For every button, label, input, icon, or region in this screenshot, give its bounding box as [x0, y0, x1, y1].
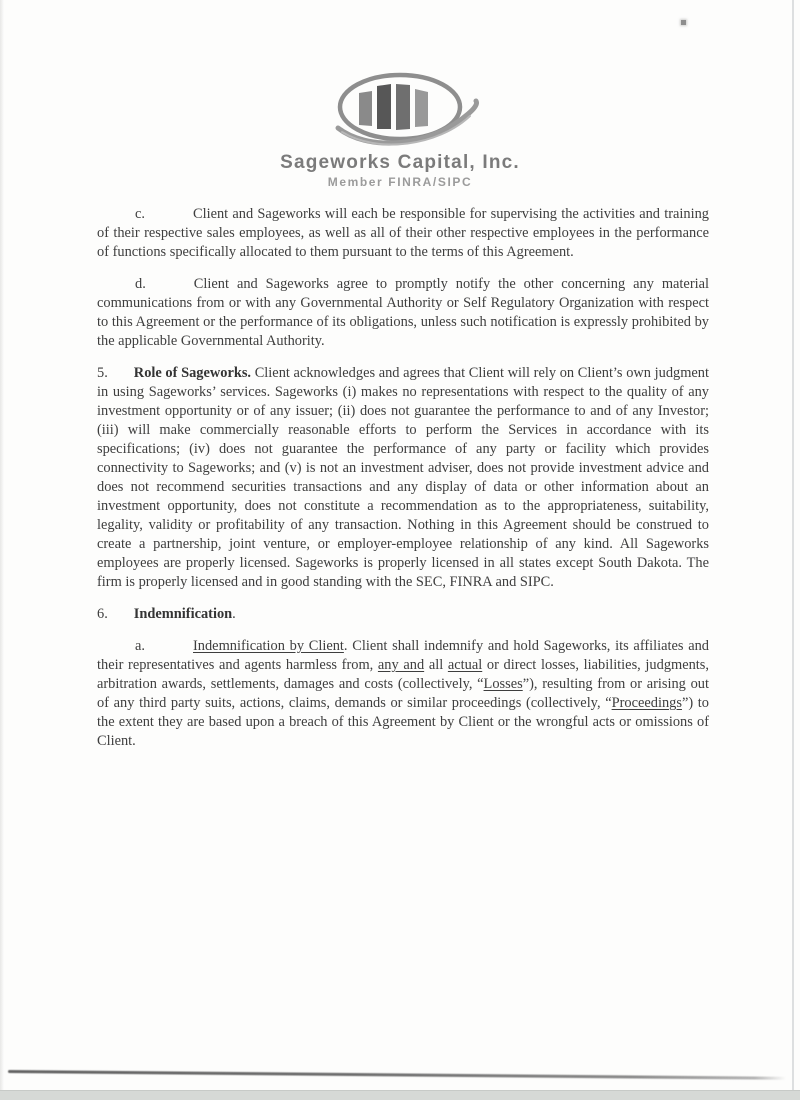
scan-background-strip: [0, 1090, 800, 1100]
paragraph-c: [97, 205, 709, 262]
text-segment: Role of Sageworks.: [133, 365, 252, 381]
paragraph-label: 5.: [97, 365, 108, 381]
section-5: [97, 364, 709, 592]
paragraph-label: 6.: [97, 606, 108, 622]
document-body: [97, 205, 709, 764]
text-segment: Client and Sageworks will each be responsible for supervising the activities and training of their respective sales employees, as well as all of their other respective employees in the performance of functions specifically allocated to them pursuant to the terms of this Agreement.: [97, 206, 709, 260]
company-name: Sageworks Capital, Inc.: [280, 152, 520, 173]
text-segment: ”) to the extent they are based upon a breach of this Agreement by Client or the wrongful acts or omissions of Client.: [97, 695, 709, 749]
paragraph-d: [97, 275, 709, 351]
text-segment: . Client shall indemnify and hold Sageworks, its affiliates and their representatives and agents harmless from,: [97, 638, 709, 673]
paragraph-a: [97, 637, 709, 751]
paragraph-label: c.: [135, 206, 145, 222]
text-segment: any and: [377, 657, 425, 673]
text-segment: Client and Sageworks agree to promptly notify the other concerning any material communications from or with any Governmental Authority or Self Regulatory Organization with respect to this Agreement or the performance of its obligations, unless such notification is expressly prohibited by the applicable Governmental Authority.: [97, 276, 709, 349]
paragraph-label: a.: [135, 638, 145, 654]
company-logo: [318, 68, 482, 150]
document-header: [0, 68, 800, 189]
text-segment: .: [232, 606, 236, 622]
text-segment: Indemnification by Client: [193, 638, 344, 654]
text-segment: ”), resulting from or arising out of any third party suits, actions, claims, demands or similar proceedings (collectively, “: [97, 676, 709, 711]
text-segment: Losses: [483, 676, 523, 692]
scan-artifact-dot: [681, 20, 686, 25]
membership-line: Member FINRA/SIPC: [327, 175, 473, 189]
text-segment: Indemnification: [133, 606, 233, 622]
text-segment: Client acknowledges and agrees that Client will rely on Client’s own judgment in using Sageworks’ services. Sageworks (i) makes no representations with respect to the quality of any investment opportunity or of any issuer; (ii) does not guarantee the performance to and of any Investor; (iii) will make commercially reasonable efforts to perform the Services in accordance with its specifications; (iv) does not guarantee the performance of any party or facility which provides connectivity to Sageworks; and (v) is not an investment adviser, does not provide investment advice and does not recommend securities transactions and any display of data or other information about an investment opportunity, does not constitute a recommendation as to the appropriateness, suitability, legality, validity or profitability of any transaction. Nothing in this Agreement should be construed to create a partnership, joint venture, or employer-employee relationship of any kind. All Sageworks employees are properly licensed. Sageworks is properly licensed in all states except South Dakota. The firm is properly licensed and in good standing with the SEC, FINRA and SIPC.: [97, 365, 709, 590]
section-6: [97, 605, 709, 624]
ellipse-bar-chart-swoosh-logo-icon: [318, 68, 482, 150]
text-segment: all: [424, 657, 448, 673]
text-segment: actual: [447, 657, 483, 673]
text-segment: Proceedings: [611, 695, 682, 711]
text-segment: or direct losses, liabilities, judgments, arbitration awards, settlements, damages and costs (collectively, “: [97, 657, 709, 692]
scan-page-edge-line: [8, 1070, 786, 1080]
paragraph-label: d.: [135, 276, 146, 292]
